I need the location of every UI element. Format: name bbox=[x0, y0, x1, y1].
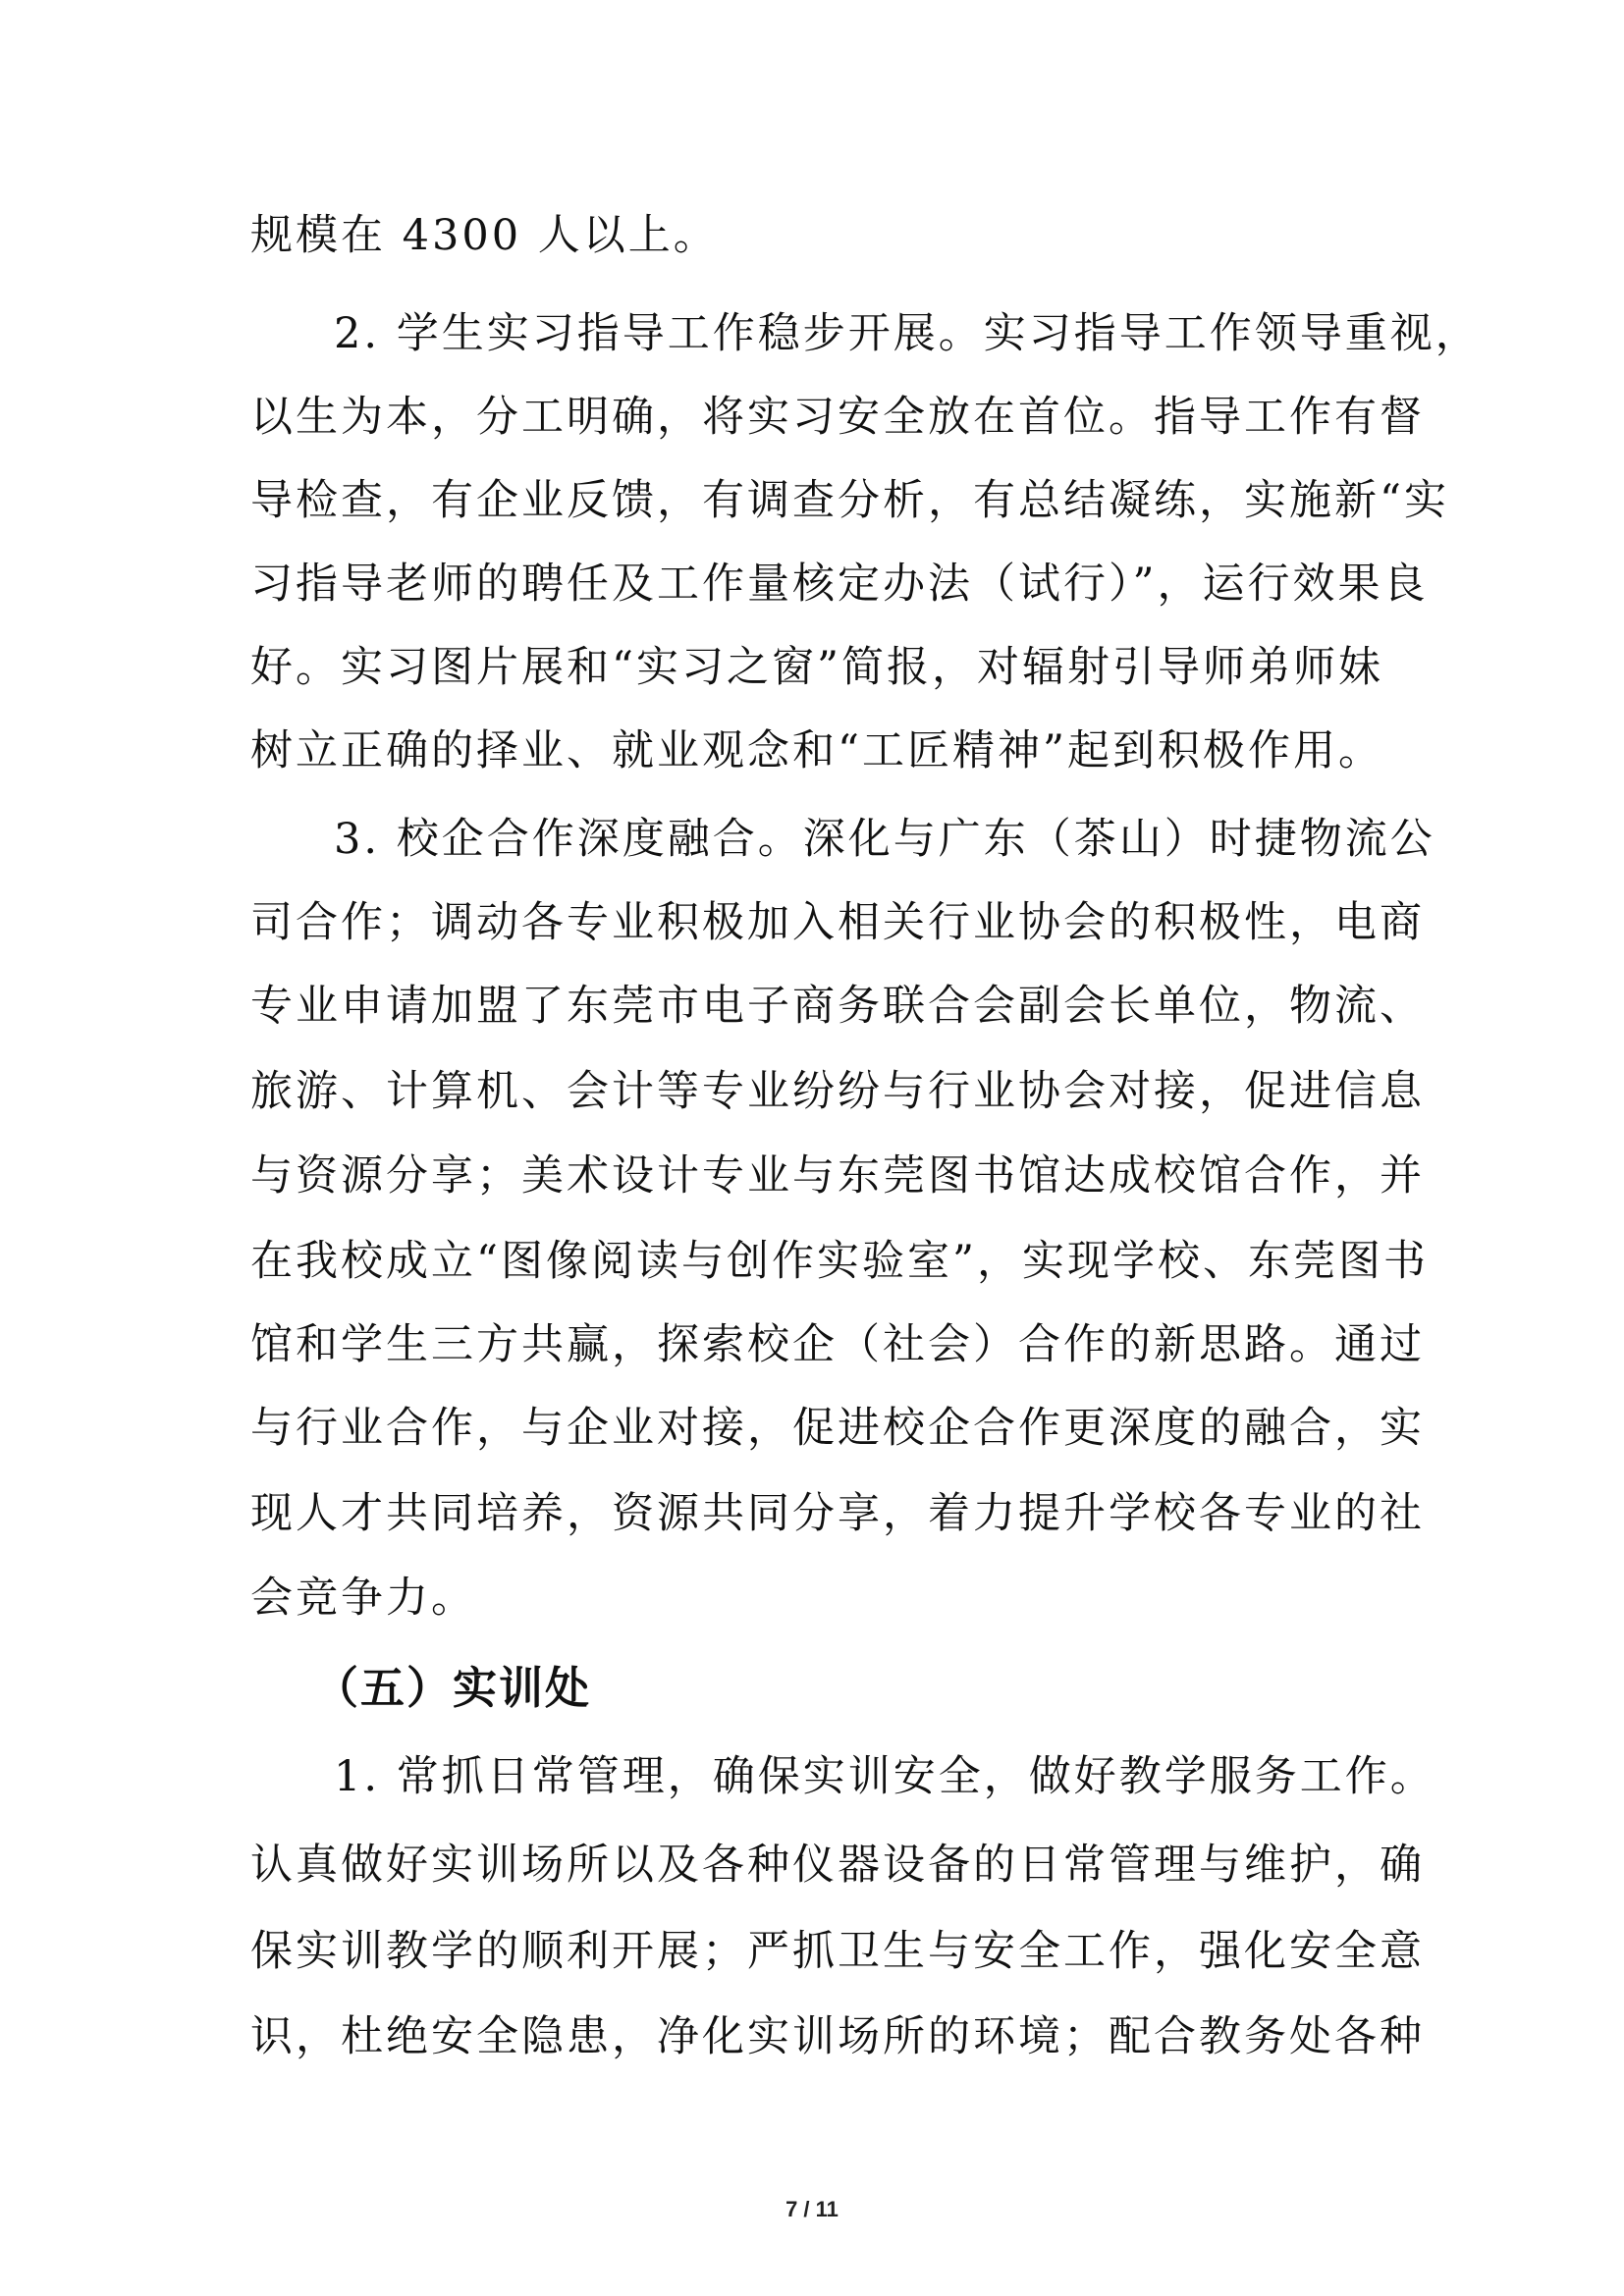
paragraph-line: 识，杜绝安全隐患，净化实训场所的环境；配合教务处各种 bbox=[250, 2012, 1425, 2061]
paragraph-line: 在我校成立“图像阅读与创作实验室”，实现学校、东莞图书 bbox=[250, 1237, 1429, 1286]
paragraph-line: 专业申请加盟了东莞市电子商务联合会副会长单位，物流、 bbox=[250, 982, 1425, 1031]
paragraph-line: 2. 学生实习指导工作稳步开展。实习指导工作领导重视， bbox=[334, 309, 1481, 358]
paragraph-line: 旅游、计算机、会计等专业纷纷与行业协会对接，促进信息 bbox=[250, 1067, 1425, 1116]
paragraph-line: 习指导老师的聘任及工作量核定办法（试行）”，运行效果良 bbox=[250, 560, 1429, 609]
paragraph-line: 导检查，有企业反馈，有调查分析，有总结凝练，实施新“实 bbox=[250, 476, 1449, 525]
paragraph-line: 与行业合作，与企业对接，促进校企合作更深度的融合，实 bbox=[250, 1404, 1425, 1453]
paragraph-line: 规模在 4300 人以上。 bbox=[250, 211, 719, 260]
paragraph-line: 树立正确的择业、就业观念和“工匠精神”起到积极作用。 bbox=[250, 726, 1383, 775]
paragraph-line: 与资源分享；美术设计专业与东莞图书馆达成校馆合作，并 bbox=[250, 1151, 1425, 1201]
paragraph-line: 好。实习图片展和“实习之窗”简报，对辐射引导师弟师妹 bbox=[250, 643, 1383, 692]
section-heading: （五）实训处 bbox=[314, 1662, 592, 1714]
paragraph-line: 保实训教学的顺利开展；严抓卫生与安全工作，强化安全意 bbox=[250, 1927, 1425, 1976]
paragraph-line: 3. 校企合作深度融合。深化与广东（茶山）时捷物流公 bbox=[334, 815, 1435, 864]
paragraph-line: 司合作；调动各专业积极加入相关行业协会的积极性，电商 bbox=[250, 898, 1425, 947]
paragraph-line: 认真做好实训场所以及各种仪器设备的日常管理与维护，确 bbox=[250, 1841, 1425, 1890]
paragraph-line: 1. 常抓日常管理，确保实训安全，做好教学服务工作。 bbox=[334, 1752, 1435, 1801]
paragraph-line: 馆和学生三方共赢，探索校企（社会）合作的新思路。通过 bbox=[250, 1320, 1425, 1369]
paragraph-line: 以生为本，分工明确，将实习安全放在首位。指导工作有督 bbox=[250, 393, 1425, 442]
paragraph-line: 现人才共同培养，资源共同分享，着力提升学校各专业的社 bbox=[250, 1489, 1425, 1538]
page-number: 7 / 11 bbox=[785, 2197, 839, 2221]
paragraph-line: 会竞争力。 bbox=[250, 1574, 476, 1623]
